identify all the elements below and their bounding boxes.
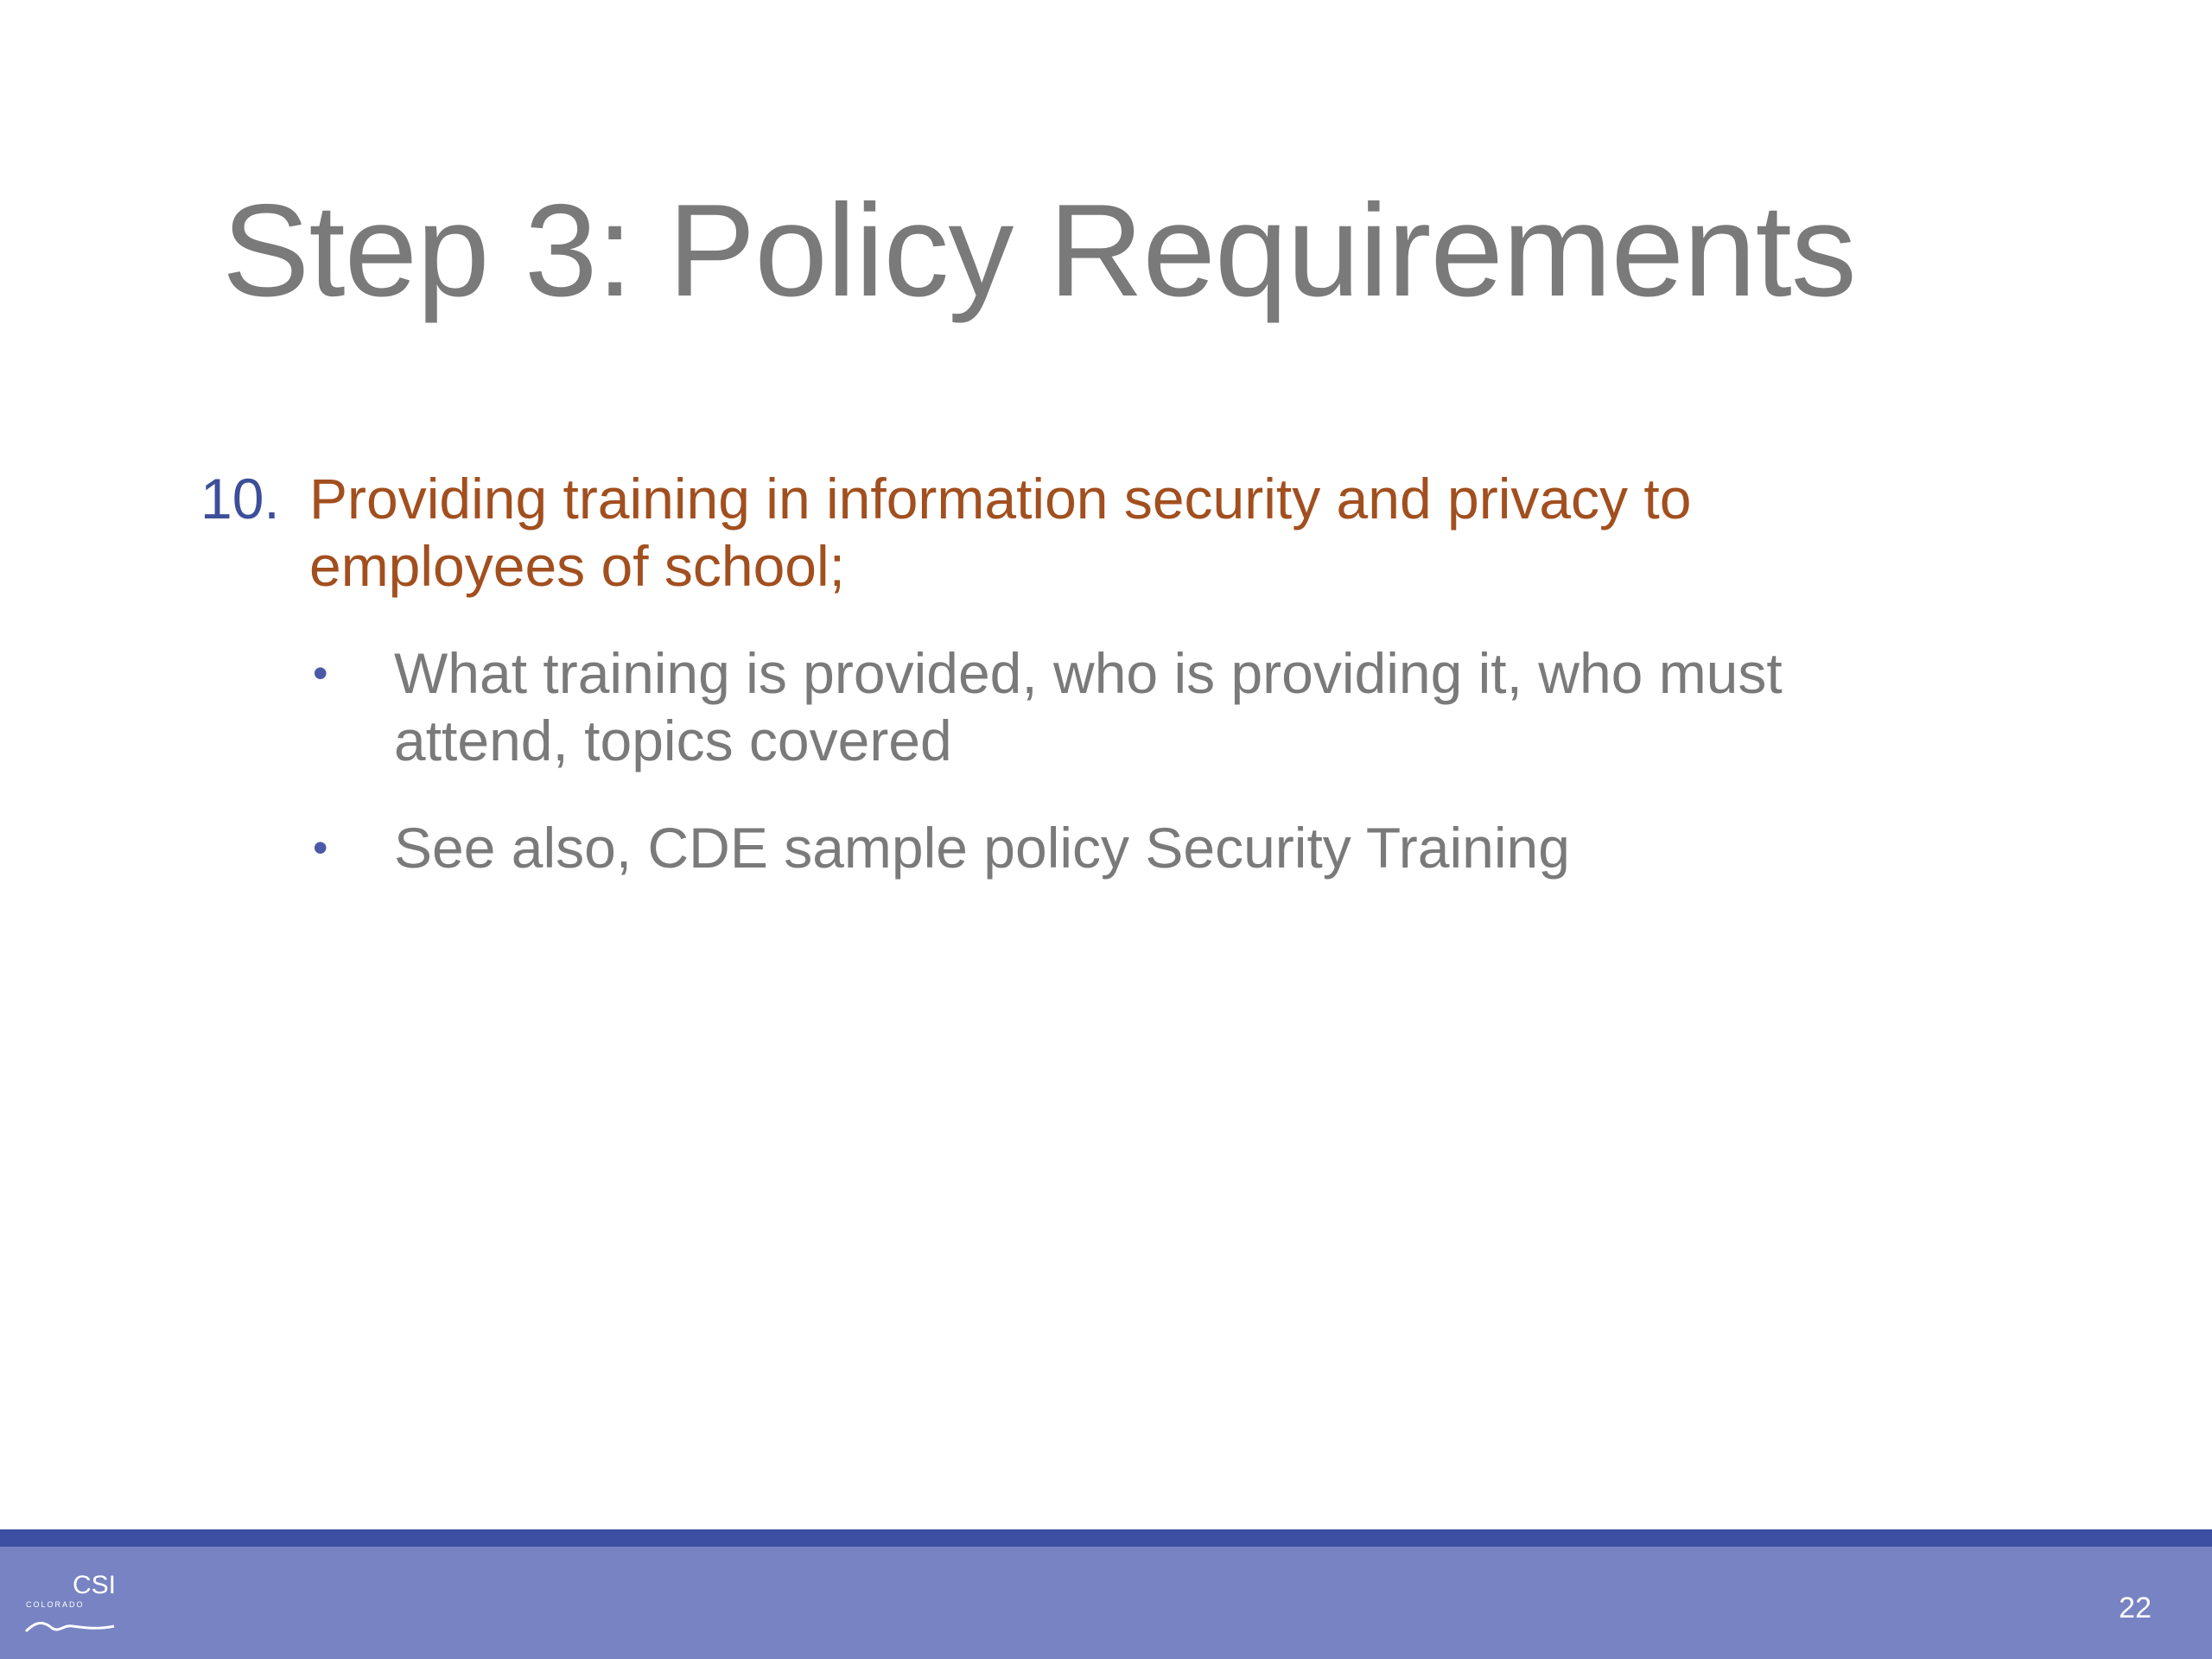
footer-bar: [0, 1529, 2212, 1659]
bullet-text-line-1: See also, CDE sample policy Security Training: [394, 816, 1570, 880]
footer-band: [0, 1529, 2212, 1547]
logo-text: CSI: [73, 1571, 117, 1599]
bullet-dot: •: [313, 823, 328, 872]
bullet-text: [394, 639, 1949, 774]
bullet-text: [394, 814, 1949, 881]
item-number: 10.: [200, 467, 280, 531]
bullet-dot: •: [313, 649, 328, 697]
logo-subtext: COLORADO: [26, 1600, 85, 1609]
csi-colorado-logo: [24, 1564, 119, 1642]
item-text-line-2: employees of school;: [309, 534, 846, 598]
item-text-line-1: Providing training in information security and privacy to: [309, 467, 1692, 531]
slide-title: Step 3: Policy Requirements: [222, 177, 1856, 324]
item-text: [309, 465, 1951, 600]
logo-wave-icon: [26, 1623, 114, 1631]
page-number: 22: [2119, 1592, 2152, 1624]
bullet-text-line-2: attend, topics covered: [394, 709, 952, 772]
bullet-text-line-1: What training is provided, who is providing it, who must: [394, 641, 1783, 705]
